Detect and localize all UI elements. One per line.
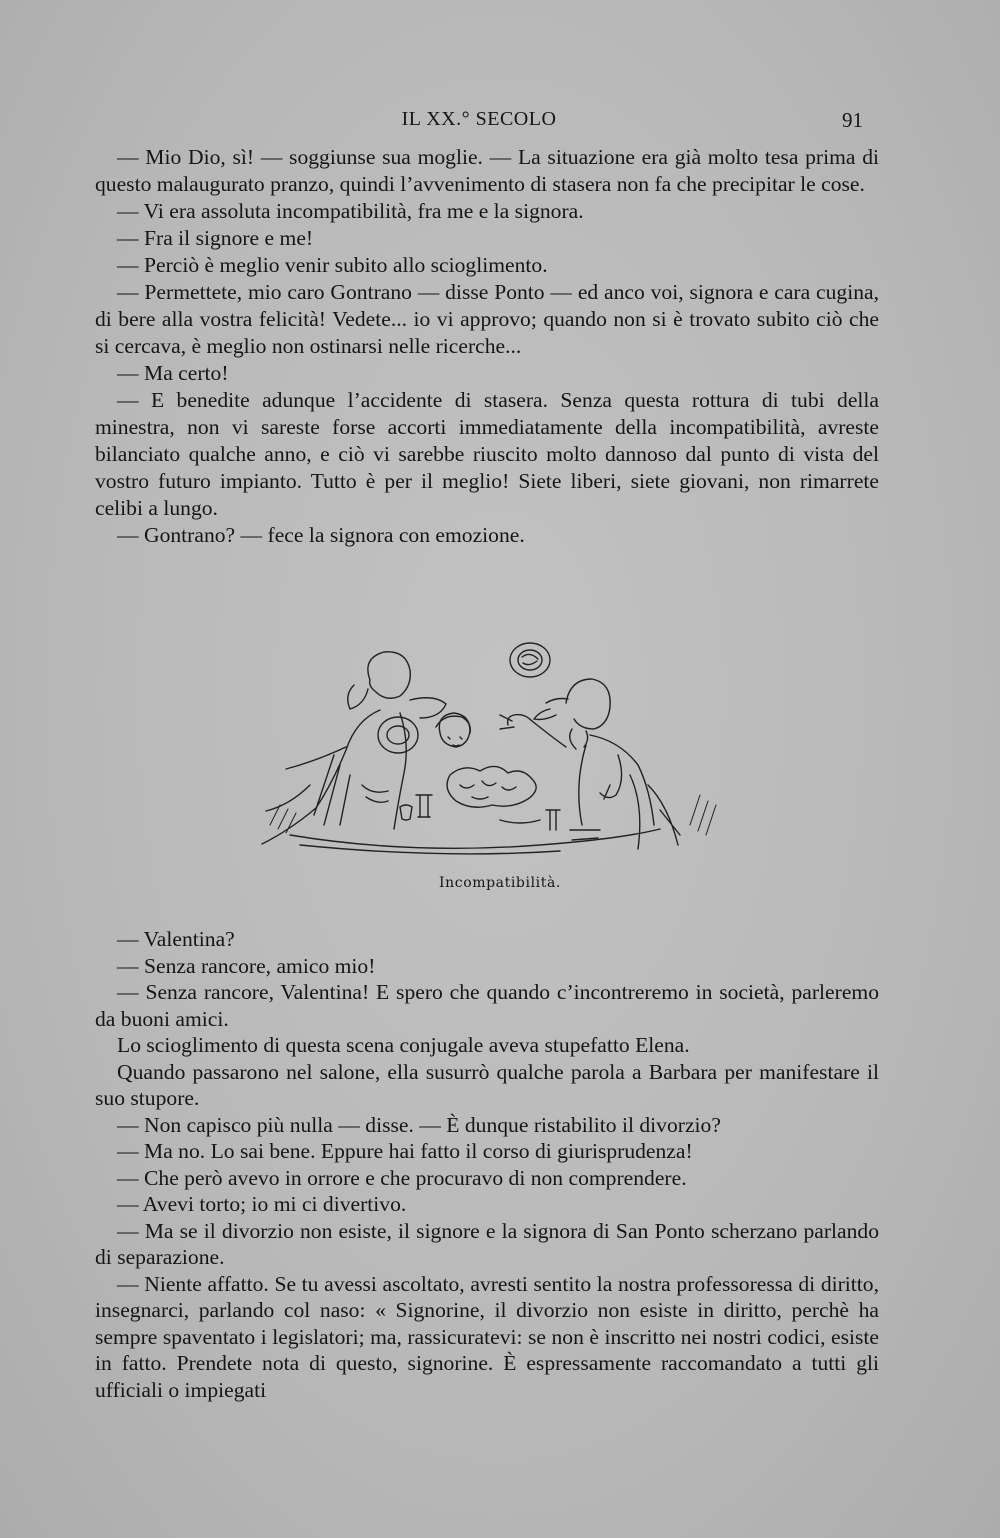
text-block-bottom [95,926,879,1403]
paragraph: — Avevi torto; io mi ci divertivo. [117,1192,407,1216]
dinner-scene-engraving [250,635,720,860]
paragraph: — Vi era assoluta incompatibilità, fra me e la signora. [117,199,584,223]
text-block-top [95,144,879,549]
paragraph: — Fra il signore e me! [117,226,314,250]
paragraph: — Gontrano? — fece la signora con emozione. [117,523,525,547]
paragraph: — Ma se il divorzio non esiste, il signore e la signora di San Ponto scherzano parlando di separazione. [95,1218,879,1269]
paragraph: — Niente affatto. Se tu avessi ascoltato, avresti sentito la nostra professoressa di diritto, insegnarci, parlando col naso: « Signorine, il divorzio non esiste in diritto, perchè ha sempre spaventato i legislatori; ma, rassicuratevi: se non è inscritto nei nostri codici, esiste in fatto. Prendete nota di questo, signorine. È espressamente raccomandato a tutti gli ufficiali o impiegati [95,1271,879,1402]
page-header [95,108,863,142]
paragraph: Quando passarono nel salone, ella susurrò qualche parola a Barbara per manifestare il suo stupore. [95,1059,879,1110]
paragraph: — Senza rancore, amico mio! [117,953,376,978]
paragraph: Lo scioglimento di questa scena conjugale aveva stupefatto Elena. [117,1033,690,1057]
flying-plate [510,643,550,677]
paragraph: — Mio Dio, sì! — soggiunse sua moglie. — La situazione era già molto tesa prima di questo malaugurato pranzo, quindi l’avvenimento di stasera non fa che precipitar le cose. [95,145,879,196]
illustration-incompatibilita [250,635,720,860]
paragraph: — Ma certo! [117,361,229,385]
page-number: 91 [842,108,863,132]
child-figure [436,713,470,747]
paragraph: — Senza rancore, Valentina! E spero che quando c’incontreremo in società, parleremo da buoni amici. [95,980,879,1031]
running-title: IL XX.° SECOLO [401,108,557,130]
paragraph: — Perciò è meglio venir subito allo scioglimento. [117,253,548,277]
paragraph: — Valentina? [117,927,235,951]
paragraph: — Che però avevo in orrore e che procuravo di non comprendere. [117,1165,687,1190]
figure-caption: Incompatibilità. [439,875,561,891]
paragraph: — Non capisco più nulla — disse. — È dunque ristabilito il divorzio? [117,1112,721,1137]
gentleman-figure [500,679,680,849]
paragraph: — Ma no. Lo sai bene. Eppure hai fatto il corso di giurisprudenza! [117,1139,693,1163]
lady-figure [262,652,446,844]
paragraph: — E benedite adunque l’accidente di stasera. Senza questa rottura di tubi della minestra, non vi sareste forse accorti immediatamente della incompatibilità, avreste bilanciato qualche anno, e ciò vi sarebbe riuscito molto dannoso dal punto di vista del vostro futuro impianto. Tutto è per il meglio! Siete liberi, siete giovani, non rimarrete celibi a lungo. [95,388,879,520]
paragraph: — Permettete, mio caro Gontrano — disse Ponto — ed anco voi, signora e cara cugina, di bere alla vostra felicità! Vedete... io vi approvo; quando non si è trovato subito ciò che si cercava, è meglio non ostinarsi nelle ricerche... [95,280,879,358]
dinner-table [290,766,660,853]
